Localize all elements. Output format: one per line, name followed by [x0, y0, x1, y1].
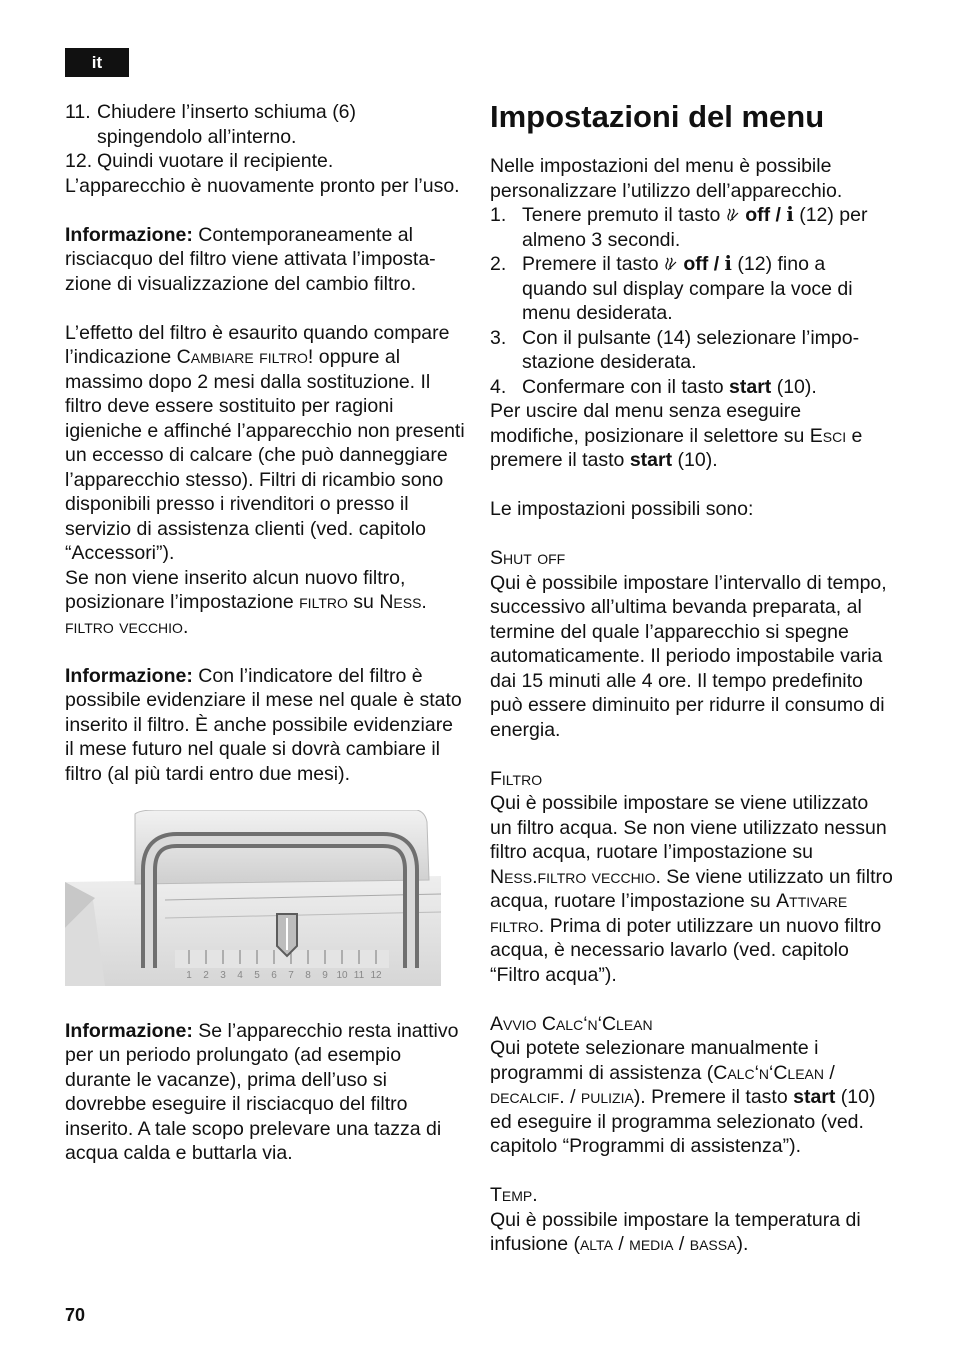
info-icon: i — [724, 252, 732, 275]
tick-label: 2 — [203, 970, 209, 981]
page-number: 70 — [65, 1305, 86, 1325]
right-column — [490, 100, 895, 1257]
tick-label: 6 — [271, 970, 277, 981]
info-note-2: Informazione: Con l’indicatore del filtro è possibile evidenziare il mese nel quale è stato inserito il filtro. È anche possibile evidenziare il mese futuro nel quale si dovrà cambiare il filtro (al più tardi entro due mesi). — [65, 664, 462, 785]
steam-icon — [664, 257, 678, 271]
tick-label: 7 — [288, 970, 294, 981]
tick-label: 8 — [305, 970, 311, 981]
temp-text: Qui è possibile impostare la temperatura di infusione (alta / media / bassa). — [490, 1208, 861, 1255]
page-title: Impostazioni del menu — [490, 99, 825, 134]
info-note-1: Informazione: Contemporaneamente al risciacquo del filtro viene attivata l’impostazione di visualizzazione del cambio filtro. — [65, 223, 436, 295]
tick-label: 1 — [186, 970, 192, 981]
ready-text: L’apparecchio è nuovamente pronto per l’uso. — [65, 174, 460, 197]
tick-label: 12 — [370, 970, 382, 981]
avvio-text: Qui potete selezionare manualmente i programmi di assistenza (Calc‘n‘Clean / decalcif. / pulizia). Premere il tasto start (10) ed eseguire il programma selezionato (ved. capitolo “Programmi di assistenza”). — [490, 1037, 876, 1157]
possible-settings-text: Le impostazioni possibili sono: — [490, 498, 754, 520]
tick-label: 11 — [353, 970, 365, 981]
list-item: 2. Premere il tasto off / i (12) fino a quando sul display compare la voce di menu desiderata. — [490, 252, 853, 324]
filtro-heading: Filtro — [490, 767, 543, 790]
tick-label: 3 — [220, 970, 226, 981]
list-item: 3. Con il pulsante (14) selezionare l’impostazione desiderata. — [490, 326, 860, 373]
list-item: 4. Confermare con il tasto start (10). — [490, 375, 817, 398]
filter-indicator-illustration — [65, 810, 441, 986]
filtro-text: Qui è possibile impostare se viene utilizzato un filtro acqua. Se non viene utilizzato nessun filtro acqua, ruotare l’impostazione su Ness.filtro vecchio. Se viene utilizzato un filtro acqua, ruotare l’impostazione su Attivare filtro. Prima di poter utilizzare un nuovo filtro acqua, è necessario lavarlo (ved. capitolo “Filtro acqua”). — [490, 792, 893, 986]
steps-list — [65, 100, 465, 174]
intro-text: Nelle impostazioni del menu è possibile personalizzare l’utilizzo dell’apparecchio. — [490, 155, 843, 202]
menu-steps-list — [490, 203, 895, 399]
list-item: 1. Tenere premuto il tasto off / i (12) per almeno 3 secondi. — [490, 203, 868, 251]
temp-heading: Temp. — [490, 1184, 538, 1206]
language-tab: it — [65, 48, 129, 77]
tick-label: 9 — [322, 970, 328, 981]
list-item: 12. Quindi vuotare il recipiente. — [65, 150, 334, 172]
avvio-heading: Avvio Calc‘n‘Clean — [490, 1012, 653, 1035]
filter-paragraph-2: Se non viene inserito alcun nuovo filtro, posizionare l’impostazione filtro su Ness. filtro vecchio. — [65, 566, 427, 638]
filter-paragraph: L’effetto del filtro è esaurito quando compare l’indicazione Cambiare filtro! oppure al massimo dopo 2 mesi dalla sostituzione. Il filtro deve essere sostituito per ragioni igieniche e affinché l’apparecchio non presenti un eccesso di calcare (che può danneggiare l’apparecchio stesso). Filtri di ricambio sono disponibili presso i rivenditori o presso il servizio di assistenza clienti (ved. capitolo “Accessori”). — [65, 321, 465, 564]
list-item: 11. Chiudere l’inserto schiuma (6) spingendolo all’interno. — [65, 101, 357, 148]
shutoff-heading: Shut off — [490, 547, 566, 569]
steam-icon — [726, 208, 740, 222]
tick-label: 4 — [237, 970, 243, 981]
shutoff-text: Qui è possibile impostare l’intervallo di tempo, successivo all’ultima bevanda preparata, al termine del quale l’apparecchio si spegne automaticamente. Il periodo impostabile varia dai 15 minuti alle 4 ore. Il tempo predefinito può essere diminuito per ridurre il consumo di energia. — [490, 571, 887, 741]
tick-label: 5 — [254, 970, 260, 981]
left-column — [65, 100, 465, 1166]
tick-label: 10 — [336, 970, 348, 981]
info-note-3: Informazione: Se l’apparecchio resta inattivo per un periodo prolungato (ad esempio durante le vacanze), prima dell’uso si dovrebbe eseguire il risciacquo del filtro inserito. A tale scopo prelevare una tazza di acqua calda e buttarla via. — [65, 1019, 459, 1164]
exit-text: Per uscire dal menu senza eseguire modifiche, posizionare il selettore su Esci e premere il tasto start (10). — [490, 400, 863, 471]
info-icon: i — [786, 203, 794, 226]
